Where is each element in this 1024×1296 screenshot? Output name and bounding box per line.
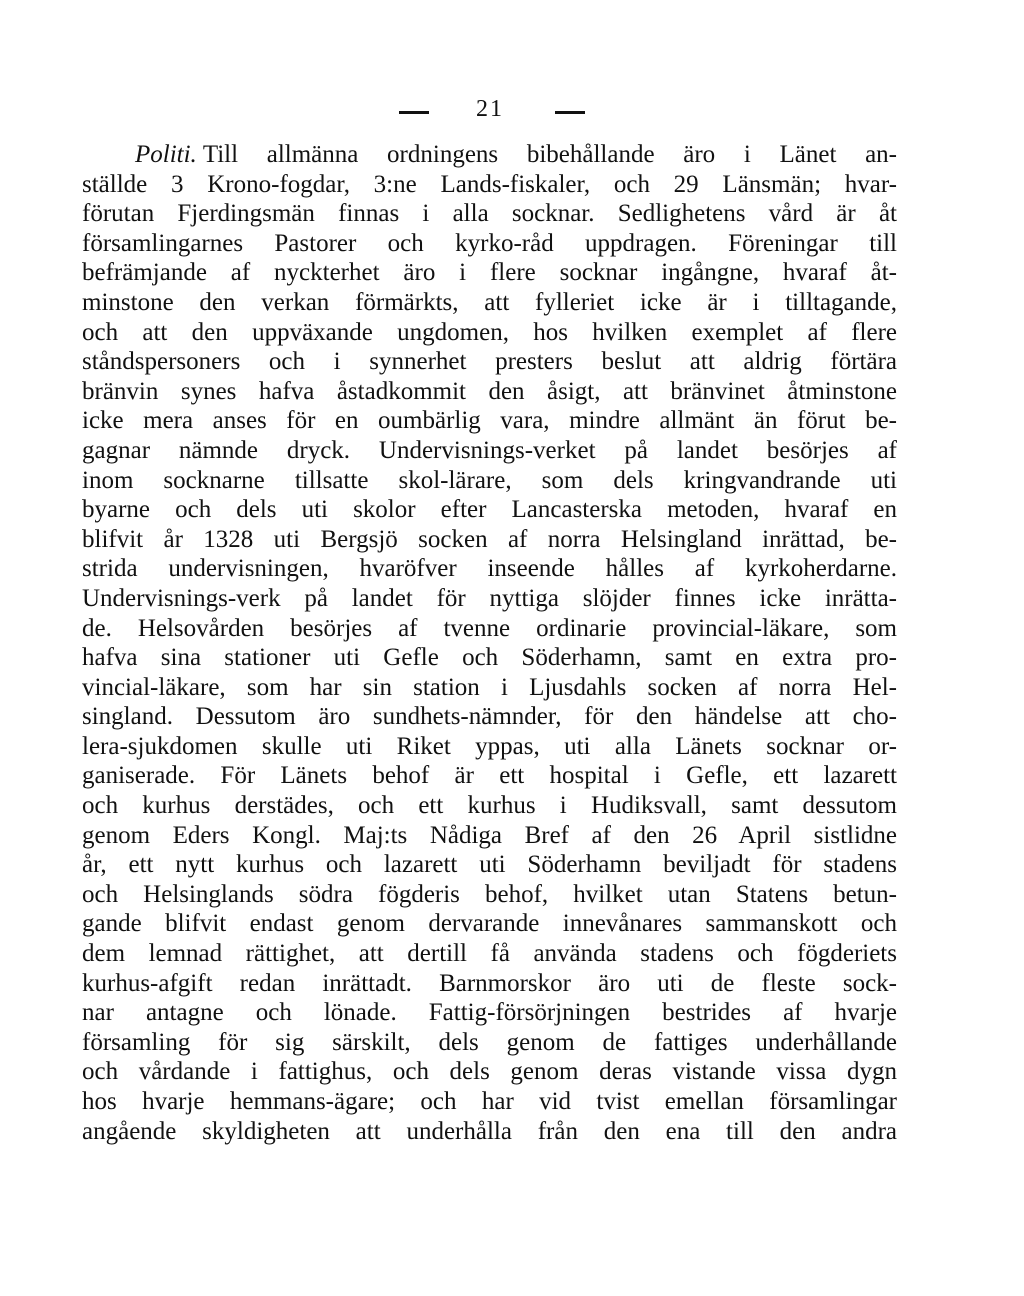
text-line: strida undervisningen, hvaröfver inseende hålles af kyrkoherdarne. (82, 555, 897, 583)
text-line: singland. Dessutom äro sundhets-nämnder, för den händelse att cho- (82, 703, 897, 731)
text-line: nar antagne och lönade. Fattig-försörjningen bestrides af hvarje (82, 999, 897, 1027)
text-line: år, ett nytt kurhus och lazarett uti Söderhamn beviljadt för stadens (82, 851, 897, 879)
text-line: kurhus-afgift redan inrättadt. Barnmorskor äro uti de fleste sock- (82, 969, 897, 997)
text-line: och att den uppväxande ungdomen, hos hvilken exemplet af flere (82, 318, 897, 346)
text-line: inom socknarne tillsatte skol-lärare, som dels kringvandrande uti (82, 466, 897, 494)
text-line: förutan Fjerdingsmän finnas i alla socknar. Sedlighetens vård är åt (82, 200, 897, 228)
text-line: hos hvarje hemmans-ägare; och har vid tvist emellan församlingar (82, 1088, 897, 1115)
line-text: Till allmänna ordningens bibehållande äro i Länet an- (202, 141, 897, 168)
text-line: församling för sig särskilt, dels genom de fattiges underhållande (82, 1028, 897, 1056)
text-line: de. Helsovården besörjes af tvenne ordinarie provincial-läkare, som (82, 614, 897, 642)
text-line: församlingarnes Pastorer och kyrko-råd uppdragen. Föreningar till (82, 229, 897, 257)
text-line: minstone den verkan förmärkts, att fylleriet icke är i tilltagande, (82, 288, 897, 316)
text-line: bränvin synes hafva åstadkommit den åsigt, att bränvinet åtminstone (82, 377, 897, 405)
text-line: ganiserade. För Länets behof är ett hospital i Gefle, ett lazarett (82, 762, 897, 790)
text-line: icke mera anses för en oumbärlig vara, mindre allmänt än förut be- (82, 407, 897, 435)
text-line: dem lemnad rättighet, att dertill få använda stadens och fögderiets (82, 940, 897, 968)
body-paragraph (82, 140, 897, 1146)
header-dash-left (399, 111, 429, 114)
text-line: lera-sjukdomen skulle uti Riket yppas, uti alla Länets socknar or- (82, 732, 897, 760)
text-line: och Helsinglands södra fögderis behof, hvilket utan Statens betun- (82, 880, 897, 908)
text-line: byarne och dels uti skolor efter Lancasterska metoden, hvaraf en (82, 496, 897, 524)
text-line: angående skyldigheten att underhålla från den ena till den andra (82, 1117, 897, 1145)
text-line: ståndspersoners och i synnerhet presters beslut att aldrig förtära (82, 348, 897, 376)
text-line (82, 140, 897, 170)
text-line: befrämjande af nyckterhet äro i flere socknar ingångne, hvaraf åt- (82, 259, 897, 287)
section-label: Politi. (135, 141, 197, 168)
page-header (0, 96, 1024, 126)
text-line: och kurhus derstädes, och ett kurhus i Hudiksvall, samt dessutom (82, 792, 897, 820)
text-line: blifvit år 1328 uti Bergsjö socken af norra Helsingland inrättad, be- (82, 525, 897, 553)
text-line: gande blifvit endast genom dervarande innevånares sammanskott och (82, 910, 897, 938)
header-dash-right (555, 111, 585, 114)
text-line: hafva sina stationer uti Gefle och Söderhamn, samt en extra pro- (82, 644, 897, 672)
text-line: Undervisnings-verk på landet för nyttiga slöjder finnes icke inrätta- (82, 584, 897, 612)
text-line: vincial-läkare, som har sin station i Ljusdahls socken af norra Hel- (82, 673, 897, 701)
text-line: gagnar nämnde dryck. Undervisnings-verket på landet besörjes af (82, 436, 897, 464)
text-line: och vårdande i fattighus, och dels genom deras vistande vissa dygn (82, 1058, 897, 1086)
text-line: ställde 3 Krono-fogdar, 3:ne Lands-fiskaler, och 29 Länsmän; hvar- (82, 170, 897, 198)
page-number: 21 (476, 96, 504, 122)
text-line: genom Eders Kongl. Maj:ts Nådiga Bref af den 26 April sistlidne (82, 821, 897, 849)
